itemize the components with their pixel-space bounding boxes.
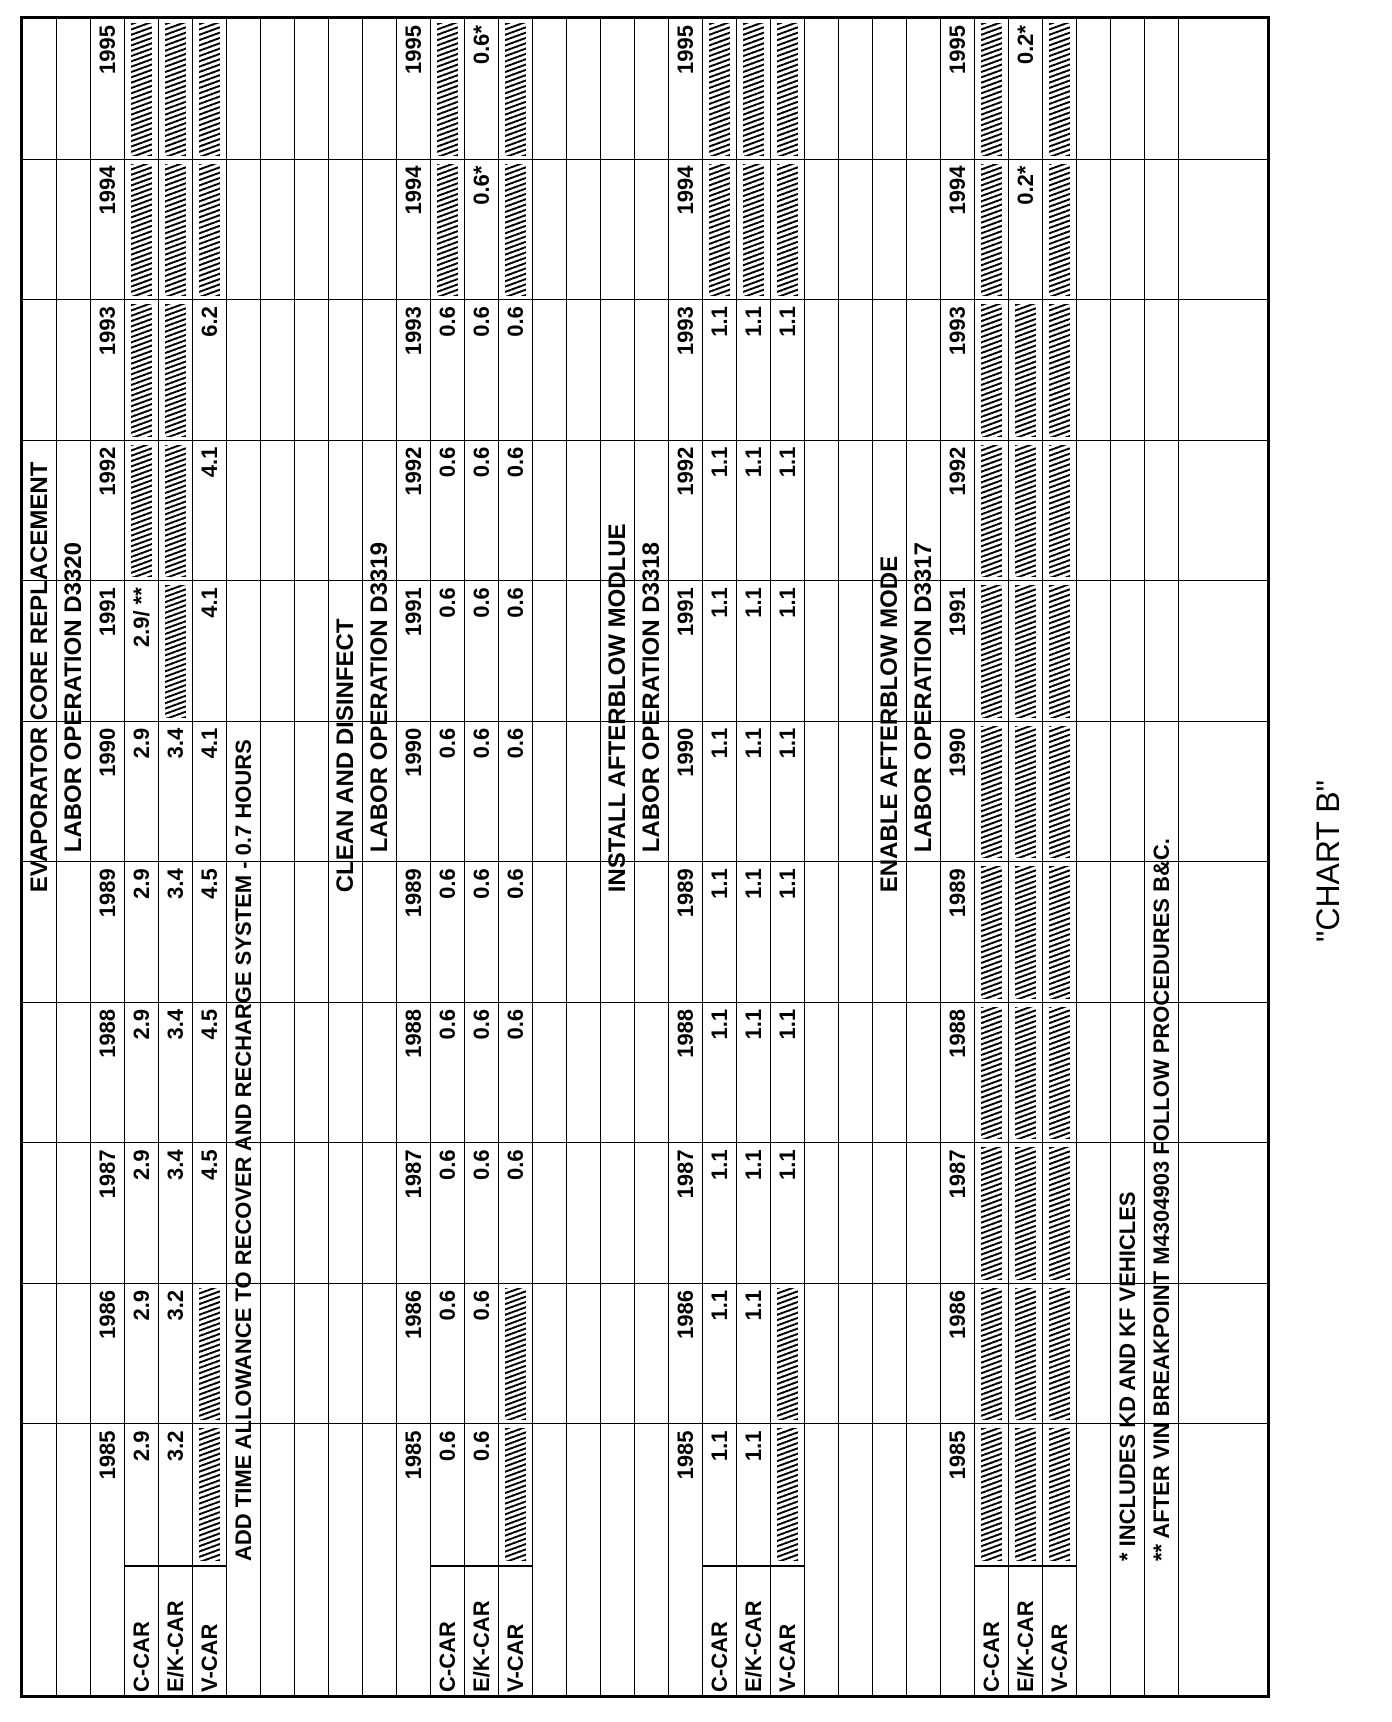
labor-hours-value: 0.6: [435, 1008, 460, 1040]
labor-hours-value: 3.4: [163, 1149, 188, 1180]
hatch-pattern: [1015, 304, 1036, 437]
year-header: 1995: [945, 25, 970, 74]
year-header: 1993: [673, 306, 698, 356]
hatch-pattern: [981, 726, 1002, 859]
hatch-pattern: [981, 866, 1002, 999]
year-header: 1994: [945, 165, 970, 215]
hatch-pattern: [1015, 1007, 1036, 1140]
labor-hours-value: 0.6: [503, 1008, 528, 1040]
year-header: 1993: [945, 306, 970, 356]
not-applicable-cell: [975, 1143, 1008, 1284]
hatch-pattern: [505, 164, 526, 297]
labor-hours-value: 1.1: [707, 306, 732, 337]
not-applicable-cell: [431, 19, 464, 160]
year-header-row: [669, 19, 703, 1695]
not-applicable-cell: [1009, 1143, 1042, 1284]
not-applicable-cell: [193, 160, 226, 301]
year-header: 1990: [673, 727, 698, 777]
not-applicable-cell: [1043, 19, 1076, 160]
year-header: 1985: [673, 1430, 698, 1480]
section-title: CLEAN AND DISINFECT: [332, 618, 359, 893]
year-header: 1986: [673, 1289, 698, 1339]
year-header: 1989: [673, 868, 698, 918]
year-header: 1994: [673, 165, 698, 215]
vehicle-label: E/K-CAR: [737, 1565, 770, 1695]
year-header: 1990: [95, 727, 120, 777]
section-subtitle: LABOR OPERATION D3318: [638, 542, 665, 853]
hatch-pattern: [131, 23, 152, 156]
not-applicable-cell: [193, 1284, 226, 1425]
spacer-row: [261, 19, 295, 1695]
hatch-pattern: [165, 23, 186, 156]
year-header: 1988: [673, 1008, 698, 1058]
labor-hours-value: 1.1: [707, 587, 732, 618]
not-applicable-cell: [193, 1424, 226, 1565]
labor-hours-value: 0.6: [469, 1430, 494, 1462]
labor-hours-value: 0.6: [435, 306, 460, 337]
not-applicable-cell: [125, 300, 158, 441]
labor-hours-value: 3.4: [163, 727, 188, 759]
labor-hours-value: 1.1: [775, 1008, 800, 1040]
section-title: EVAPORATOR CORE REPLACEMENT: [26, 461, 53, 893]
hatch-pattern: [709, 23, 730, 156]
labor-hours-value: 6.2: [197, 306, 222, 337]
hatch-pattern: [981, 585, 1002, 718]
year-header: 1994: [401, 165, 426, 215]
hatch-pattern: [437, 23, 458, 156]
spacer-row: [295, 19, 329, 1695]
year-header: 1993: [95, 306, 120, 356]
spacer-row: [567, 19, 601, 1695]
labor-hours-value: 1.1: [775, 1149, 800, 1180]
section-note: ADD TIME ALLOWANCE TO RECOVER AND RECHARGE SYSTEM - 0.7 HOURS: [231, 739, 256, 1561]
not-applicable-cell: [159, 581, 192, 722]
spacer-row: [805, 19, 839, 1695]
vehicle-row: [465, 19, 499, 1695]
hatch-pattern: [1015, 1428, 1036, 1561]
hatch-pattern: [777, 23, 798, 156]
year-header: 1991: [401, 587, 426, 637]
not-applicable-cell: [159, 300, 192, 441]
labor-chart-table: [20, 16, 1270, 1698]
hatch-pattern: [981, 1147, 1002, 1280]
chart-caption: "CHART B": [1310, 780, 1346, 943]
not-applicable-cell: [1009, 441, 1042, 582]
spacer-row: [839, 19, 873, 1695]
not-applicable-cell: [1009, 1284, 1042, 1425]
note-row: [227, 19, 261, 1695]
not-applicable-cell: [975, 441, 1008, 582]
hatch-pattern: [777, 1428, 798, 1561]
labor-hours-value: 0.2*: [1013, 25, 1038, 65]
section-title-row: [873, 19, 907, 1695]
not-applicable-cell: [1043, 1003, 1076, 1144]
labor-hours-value: 3.2: [163, 1289, 188, 1321]
not-applicable-cell: [737, 19, 770, 160]
hatch-pattern: [1049, 585, 1070, 718]
labor-hours-value: 0.6: [503, 868, 528, 899]
not-applicable-cell: [771, 1424, 804, 1565]
not-applicable-cell: [1009, 300, 1042, 441]
hatch-pattern: [1049, 304, 1070, 437]
vehicle-row: [771, 19, 805, 1695]
not-applicable-cell: [771, 19, 804, 160]
year-header: 1989: [95, 868, 120, 918]
year-header: 1991: [673, 587, 698, 637]
labor-hours-value: 0.6: [503, 587, 528, 618]
section-subtitle-row: [57, 19, 91, 1695]
labor-hours-value: 0.6: [435, 1430, 460, 1462]
labor-hours-value: 0.6: [435, 1289, 460, 1321]
labor-hours-value: 1.1: [707, 446, 732, 478]
not-applicable-cell: [1043, 441, 1076, 582]
hatch-pattern: [981, 1288, 1002, 1421]
hatch-pattern: [1049, 1147, 1070, 1280]
hatch-pattern: [981, 445, 1002, 578]
year-header-row: [941, 19, 975, 1695]
hatch-pattern: [777, 164, 798, 297]
hatch-pattern: [199, 1428, 220, 1561]
labor-hours-value: 1.1: [707, 1149, 732, 1180]
section-subtitle-row: [363, 19, 397, 1695]
hatch-pattern: [437, 164, 458, 297]
labor-hours-value: 3.4: [163, 1008, 188, 1040]
year-header: 1987: [95, 1149, 120, 1199]
labor-hours-value: 1.1: [741, 727, 766, 759]
labor-hours-value: 0.6: [469, 446, 494, 478]
year-header: 1991: [945, 587, 970, 637]
labor-hours-value: 1.1: [741, 1289, 766, 1321]
labor-hours-value: 1.1: [707, 868, 732, 899]
year-header: 1992: [95, 446, 120, 496]
not-applicable-cell: [1043, 1424, 1076, 1565]
year-header: 1989: [401, 868, 426, 918]
year-header: 1991: [95, 587, 120, 637]
hatch-pattern: [1015, 1288, 1036, 1421]
not-applicable-cell: [499, 19, 532, 160]
vehicle-label: E/K-CAR: [465, 1565, 498, 1695]
labor-hours-value: 3.2: [163, 1430, 188, 1462]
labor-hours-value: 1.1: [741, 1430, 766, 1462]
not-applicable-cell: [431, 160, 464, 301]
not-applicable-cell: [1009, 1424, 1042, 1565]
hatch-pattern: [743, 164, 764, 297]
section-title-row: [601, 19, 635, 1695]
not-applicable-cell: [159, 19, 192, 160]
not-applicable-cell: [499, 1284, 532, 1425]
hatch-pattern: [131, 164, 152, 297]
year-header-row: [91, 19, 125, 1695]
hatch-pattern: [709, 164, 730, 297]
section-subtitle: LABOR OPERATION D3320: [60, 542, 87, 853]
year-header: 1989: [945, 868, 970, 918]
labor-hours-value: 2.9: [129, 1149, 154, 1180]
vehicle-label: C-CAR: [125, 1565, 158, 1695]
vehicle-row: [1043, 19, 1077, 1695]
year-header: 1986: [95, 1289, 120, 1339]
year-header: 1992: [401, 446, 426, 496]
year-header: 1988: [95, 1008, 120, 1058]
labor-hours-value: 0.6: [503, 306, 528, 337]
year-header: 1992: [673, 446, 698, 496]
year-header: 1993: [401, 306, 426, 356]
hatch-pattern: [1015, 866, 1036, 999]
not-applicable-cell: [737, 160, 770, 301]
labor-hours-value: 1.1: [707, 1430, 732, 1462]
labor-hours-value: 4.5: [197, 1008, 222, 1040]
labor-hours-value: 0.6: [435, 868, 460, 899]
not-applicable-cell: [975, 1424, 1008, 1565]
hatch-pattern: [981, 23, 1002, 156]
hatch-pattern: [165, 304, 186, 437]
labor-hours-value: 0.6: [503, 727, 528, 759]
spacer-row: [533, 19, 567, 1695]
hatch-pattern: [1015, 726, 1036, 859]
hatch-pattern: [777, 1288, 798, 1421]
labor-hours-value: 3.4: [163, 868, 188, 899]
not-applicable-cell: [703, 19, 736, 160]
labor-hours-value: 2.9: [129, 727, 154, 759]
not-applicable-cell: [1009, 1003, 1042, 1144]
vehicle-label: E/K-CAR: [159, 1565, 192, 1695]
labor-hours-value: 1.1: [741, 1149, 766, 1180]
hatch-pattern: [1015, 585, 1036, 718]
year-header: 1988: [401, 1008, 426, 1058]
vehicle-row: [737, 19, 771, 1695]
vehicle-label: C-CAR: [703, 1565, 736, 1695]
labor-hours-value: 1.1: [775, 727, 800, 759]
labor-hours-value: 2.9: [129, 1008, 154, 1040]
year-header: 1995: [673, 25, 698, 74]
hatch-pattern: [199, 1288, 220, 1421]
not-applicable-cell: [975, 1284, 1008, 1425]
labor-hours-value: 0.2*: [1013, 165, 1038, 205]
not-applicable-cell: [1043, 722, 1076, 863]
spacer-row: [1077, 19, 1111, 1695]
labor-hours-value: 1.1: [741, 1008, 766, 1040]
section-subtitle-row: [907, 19, 941, 1695]
labor-hours-value: 0.6: [435, 446, 460, 478]
year-header: 1985: [95, 1430, 120, 1480]
hatch-pattern: [505, 1288, 526, 1421]
labor-hours-value: 1.1: [775, 587, 800, 618]
vehicle-label: V-CAR: [193, 1565, 226, 1695]
labor-hours-value: 2.9: [129, 1430, 154, 1462]
labor-hours-value: 1.1: [707, 1289, 732, 1321]
hatch-pattern: [1049, 1007, 1070, 1140]
labor-hours-value: 4.1: [197, 446, 222, 478]
vehicle-row: [159, 19, 193, 1695]
hatch-pattern: [1049, 164, 1070, 297]
year-header: 1985: [945, 1430, 970, 1480]
labor-hours-value: 2.9: [129, 868, 154, 899]
labor-hours-value: 0.6: [469, 727, 494, 759]
not-applicable-cell: [1009, 581, 1042, 722]
vehicle-row: [975, 19, 1009, 1695]
labor-hours-value: 4.5: [197, 1149, 222, 1180]
hatch-pattern: [199, 164, 220, 297]
section-subtitle-row: [635, 19, 669, 1695]
labor-hours-value: 2.9/ **: [129, 587, 154, 648]
not-applicable-cell: [975, 722, 1008, 863]
year-header: 1994: [95, 165, 120, 215]
year-header: 1990: [401, 727, 426, 777]
labor-hours-value: 0.6: [469, 587, 494, 618]
labor-hours-value: 0.6: [469, 1289, 494, 1321]
labor-hours-value: 1.1: [707, 727, 732, 759]
year-header: 1990: [945, 727, 970, 777]
labor-hours-value: 0.6: [435, 727, 460, 759]
section-title: ENABLE AFTERBLOW MODE: [876, 555, 903, 893]
not-applicable-cell: [159, 160, 192, 301]
labor-hours-value: 1.1: [707, 1008, 732, 1040]
year-header: 1995: [95, 25, 120, 74]
labor-hours-value: 1.1: [775, 868, 800, 899]
not-applicable-cell: [1043, 581, 1076, 722]
labor-hours-value: 0.6: [435, 587, 460, 618]
hatch-pattern: [981, 1428, 1002, 1561]
footnote-row: [1145, 19, 1179, 1695]
hatch-pattern: [505, 23, 526, 156]
vehicle-row: [431, 19, 465, 1695]
vehicle-row: [1009, 19, 1043, 1695]
hatch-pattern: [981, 1007, 1002, 1140]
not-applicable-cell: [499, 160, 532, 301]
labor-hours-value: 0.6: [469, 1008, 494, 1040]
labor-hours-value: 1.1: [741, 446, 766, 478]
year-header: 1986: [945, 1289, 970, 1339]
not-applicable-cell: [193, 19, 226, 160]
not-applicable-cell: [125, 19, 158, 160]
vehicle-row: [703, 19, 737, 1695]
labor-hours-value: 0.6*: [469, 165, 494, 205]
labor-hours-value: 0.6: [469, 868, 494, 899]
not-applicable-cell: [499, 1424, 532, 1565]
labor-hours-value: 1.1: [741, 587, 766, 618]
vehicle-label: C-CAR: [975, 1565, 1008, 1695]
hatch-pattern: [165, 585, 186, 718]
footnote: ** AFTER VIN BREAKPOINT M4304903 FOLLOW PROCEDURES B&C.: [1149, 838, 1174, 1561]
not-applicable-cell: [125, 160, 158, 301]
not-applicable-cell: [159, 441, 192, 582]
not-applicable-cell: [1043, 862, 1076, 1003]
vehicle-row: [193, 19, 227, 1695]
labor-hours-value: 2.9: [129, 1289, 154, 1321]
not-applicable-cell: [1009, 862, 1042, 1003]
not-applicable-cell: [1043, 160, 1076, 301]
section-title-row: [23, 19, 57, 1695]
hatch-pattern: [981, 164, 1002, 297]
not-applicable-cell: [975, 300, 1008, 441]
section-title: INSTALL AFTERBLOW MODLUE: [604, 523, 631, 893]
not-applicable-cell: [771, 160, 804, 301]
not-applicable-cell: [125, 441, 158, 582]
labor-hours-value: 0.6: [503, 446, 528, 478]
labor-hours-value: 0.6: [435, 1149, 460, 1180]
year-header: 1985: [401, 1430, 426, 1480]
vehicle-label: V-CAR: [499, 1565, 532, 1695]
hatch-pattern: [1049, 866, 1070, 999]
hatch-pattern: [165, 445, 186, 578]
year-header: 1995: [401, 25, 426, 74]
footnote: * INCLUDES KD AND KF VEHICLES: [1115, 1191, 1140, 1561]
labor-hours-value: 4.5: [197, 868, 222, 899]
year-header: 1986: [401, 1289, 426, 1339]
not-applicable-cell: [1009, 722, 1042, 863]
not-applicable-cell: [975, 581, 1008, 722]
not-applicable-cell: [1043, 1143, 1076, 1284]
hatch-pattern: [981, 304, 1002, 437]
labor-hours-value: 1.1: [775, 306, 800, 337]
year-header: 1988: [945, 1008, 970, 1058]
not-applicable-cell: [975, 19, 1008, 160]
year-header: 1992: [945, 446, 970, 496]
hatch-pattern: [131, 304, 152, 437]
not-applicable-cell: [1043, 1284, 1076, 1425]
hatch-pattern: [131, 445, 152, 578]
year-header: 1987: [401, 1149, 426, 1199]
hatch-pattern: [1015, 1147, 1036, 1280]
not-applicable-cell: [771, 1284, 804, 1425]
year-header: 1987: [945, 1149, 970, 1199]
footnote-row: [1111, 19, 1145, 1695]
labor-hours-value: 0.6*: [469, 25, 494, 65]
hatch-pattern: [1049, 445, 1070, 578]
labor-hours-value: 0.6: [469, 306, 494, 337]
not-applicable-cell: [975, 160, 1008, 301]
labor-hours-value: 4.1: [197, 587, 222, 618]
vehicle-label: V-CAR: [1043, 1565, 1076, 1695]
section-title-row: [329, 19, 363, 1695]
labor-hours-value: 1.1: [741, 306, 766, 337]
not-applicable-cell: [703, 160, 736, 301]
hatch-pattern: [743, 23, 764, 156]
year-header-row: [397, 19, 431, 1695]
vehicle-label: V-CAR: [771, 1565, 804, 1695]
hatch-pattern: [1049, 1428, 1070, 1561]
hatch-pattern: [1015, 445, 1036, 578]
vehicle-row: [499, 19, 533, 1695]
not-applicable-cell: [1043, 300, 1076, 441]
hatch-pattern: [1049, 1288, 1070, 1421]
year-header: 1987: [673, 1149, 698, 1199]
not-applicable-cell: [975, 862, 1008, 1003]
hatch-pattern: [165, 164, 186, 297]
labor-hours-value: 1.1: [741, 868, 766, 899]
labor-hours-value: 0.6: [503, 1149, 528, 1180]
vehicle-label: C-CAR: [431, 1565, 464, 1695]
hatch-pattern: [199, 23, 220, 156]
labor-hours-value: 4.1: [197, 727, 222, 759]
hatch-pattern: [1049, 23, 1070, 156]
labor-hours-value: 0.6: [469, 1149, 494, 1180]
vehicle-label: E/K-CAR: [1009, 1565, 1042, 1695]
hatch-pattern: [505, 1428, 526, 1561]
vehicle-row: [125, 19, 159, 1695]
section-subtitle: LABOR OPERATION D3319: [366, 542, 393, 853]
not-applicable-cell: [975, 1003, 1008, 1144]
hatch-pattern: [1049, 726, 1070, 859]
labor-hours-value: 1.1: [775, 446, 800, 478]
section-subtitle: LABOR OPERATION D3317: [910, 542, 937, 853]
